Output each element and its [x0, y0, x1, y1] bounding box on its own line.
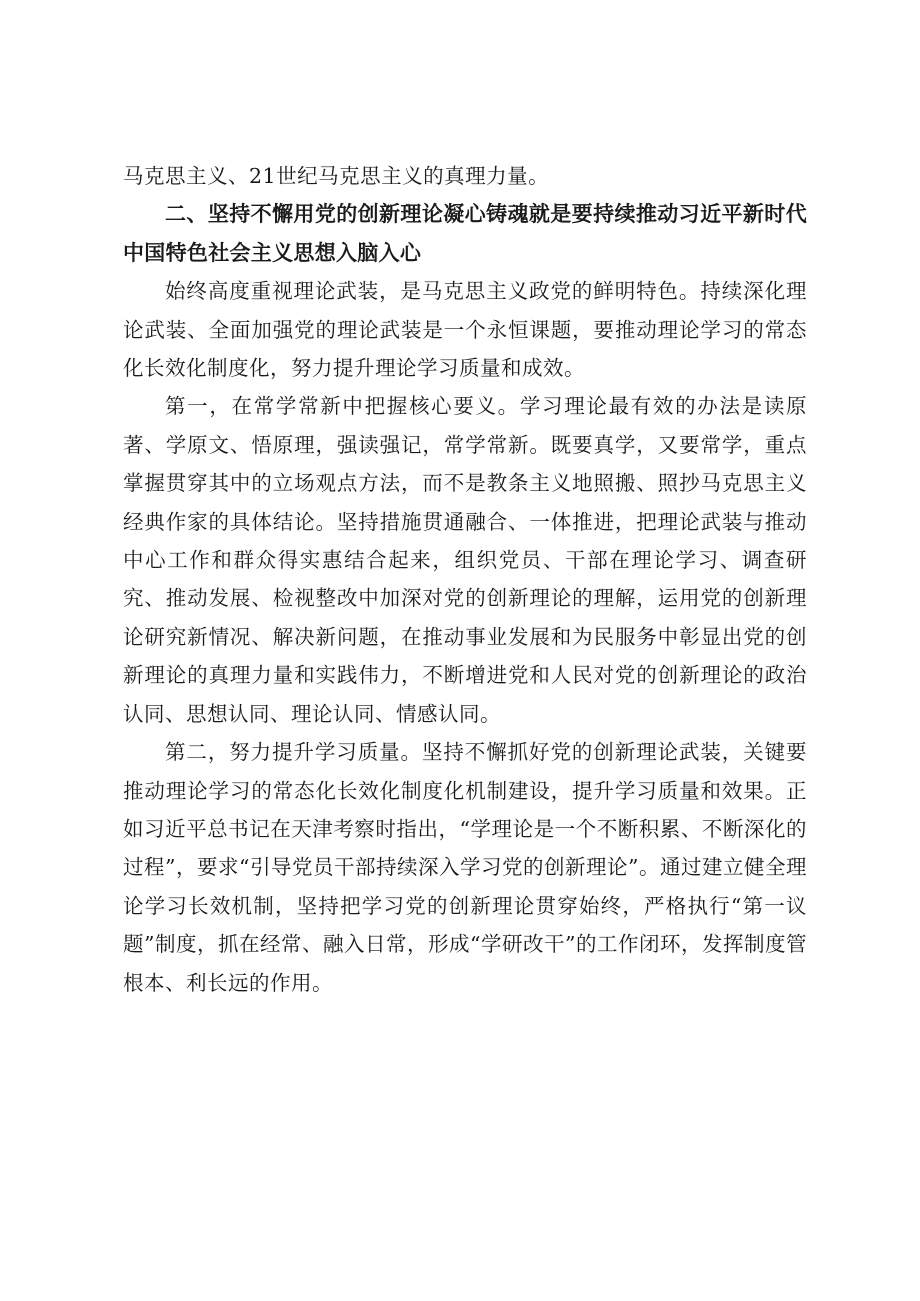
lead-line: 马克思主义、21世纪马克思主义的真理力量。 — [123, 164, 550, 188]
paragraph-intro: 始终高度重视理论武装，是马克思主义政党的鲜明特色。持续深化理论武装、全面加强党的理论武装是一个永恒课题，要推动理论学习的常态化长效化制度化，努力提升理论学习质量和成效。 — [123, 279, 807, 381]
section-heading: 二、坚持不懈用党的创新理论凝心铸魂就是要持续推动习近平新时代中国特色社会主义思想入脑入心 — [123, 202, 807, 265]
paragraph-first-point: 第一，在常学常新中把握核心要义。学习理论最有效的办法是读原著、学原文、悟原理，强读强记，常学常新。既要真学，又要常学，重点掌握贯穿其中的立场观点方法，而不是教条主义地照搬、照抄马克思主义经典作家的具体结论。坚持措施贯通融合、一体推进，把理论武装与推动中心工作和群众得实惠结合起来，组织党员、干部在理论学习、调查研究、推动发展、检视整改中加深对党的创新理论的理解，运用党的创新理论研究新情况、解决新问题，在推动事业发展和为民服务中彰显出党的创新理论的真理力量和实践伟力，不断增进党和人民对党的创新理论的政治认同、思想认同、理论认同、情感认同。 — [123, 394, 807, 726]
document-body — [123, 157, 807, 1002]
paragraph-second-point: 第二，努力提升学习质量。坚持不懈抓好党的创新理论武装，关键要推动理论学习的常态化长效化制度化机制建设，提升学习质量和效果。正如习近平总书记在天津考察时指出，“学理论是一个不断积累、不断深化的过程”，要求“引导党员干部持续深入学习党的创新理论”。通过建立健全理论学习长效机制，坚持把学习党的创新理论贯穿始终，严格执行“第一议题”制度，抓在经常、融入日常，形成“学研改干”的工作闭环，发挥制度管根本、利长远的作用。 — [123, 740, 807, 995]
